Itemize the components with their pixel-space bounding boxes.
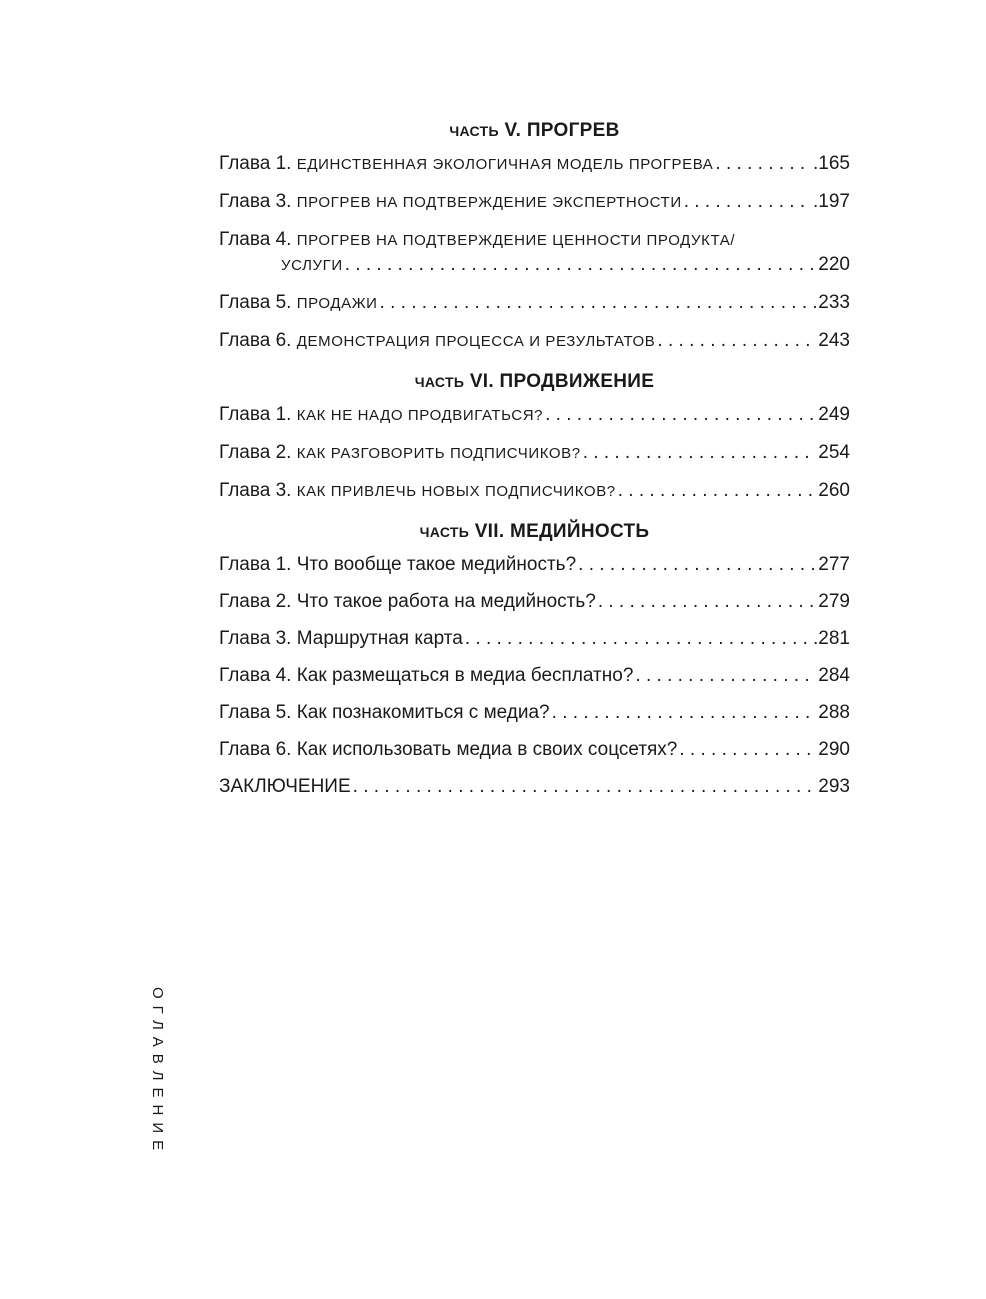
part-word: ЧАСТЬ xyxy=(414,374,465,390)
page-number: 279 xyxy=(818,591,850,612)
dot-leader xyxy=(657,329,816,353)
toc-entry[interactable] xyxy=(219,441,850,466)
chapter-title: ПРОДАЖИ xyxy=(296,295,378,312)
chapter-number: Глава 1. xyxy=(219,404,292,425)
chapter-number: Глава 1. xyxy=(219,153,292,174)
chapter-title: КАК НЕ НАДО ПРОДВИГАТЬСЯ? xyxy=(296,407,544,424)
page-number: 220 xyxy=(818,254,850,275)
chapter-number: Глава 5. xyxy=(219,292,292,313)
part-heading-vii xyxy=(219,518,850,546)
chapter-number: Глава 4. xyxy=(219,229,292,250)
page-number: .197 xyxy=(813,191,850,212)
table-of-contents xyxy=(219,117,850,812)
chapter-number: Глава 2. xyxy=(219,442,292,463)
chapter-label: Глава 3. Маршрутная карта xyxy=(219,628,463,649)
chapter-title: ЕДИНСТВЕННАЯ ЭКОЛОГИЧНАЯ МОДЕЛЬ ПРОГРЕВА xyxy=(296,156,714,173)
part-word: ЧАСТЬ xyxy=(449,123,499,139)
chapter-title-line2: УСЛУГИ xyxy=(281,257,343,274)
page-number: 243 xyxy=(818,330,850,351)
dot-leader xyxy=(635,664,816,688)
toc-entry[interactable] xyxy=(219,701,850,725)
chapter-title: ДЕМОНСТРАЦИЯ ПРОЦЕССА И РЕЗУЛЬТАТОВ xyxy=(296,333,656,350)
chapter-label: ЗАКЛЮЧЕНИЕ xyxy=(219,776,351,797)
dot-leader xyxy=(353,775,817,799)
toc-entry[interactable] xyxy=(219,403,850,428)
dot-leader xyxy=(715,152,811,176)
page-number: 293 xyxy=(818,776,850,797)
toc-entry[interactable] xyxy=(219,291,850,316)
dot-leader xyxy=(545,403,816,427)
part-heading-vi xyxy=(219,368,850,396)
chapter-title-line1: ПРОГРЕВ НА ПОДТВЕРЖДЕНИЕ ЦЕННОСТИ ПРОДУКТА/ xyxy=(296,232,736,249)
part-title: V. ПРОГРЕВ xyxy=(504,120,620,141)
chapter-number: Глава 3. xyxy=(219,480,292,501)
chapter-title: КАК РАЗГОВОРИТЬ ПОДПИСЧИКОВ? xyxy=(296,445,581,462)
page-number: .281 xyxy=(813,628,850,649)
toc-entry[interactable] xyxy=(219,152,850,177)
chapter-label: Глава 2. Что такое работа на медийность? xyxy=(219,591,596,612)
chapter-title: КАК ПРИВЛЕЧЬ НОВЫХ ПОДПИСЧИКОВ? xyxy=(296,483,616,500)
chapter-label: Глава 1. Что вообще такое медийность? xyxy=(219,554,577,575)
toc-entry[interactable] xyxy=(219,627,850,651)
toc-entry[interactable] xyxy=(219,228,850,278)
chapter-number: Глава 6. xyxy=(219,330,292,351)
dot-leader xyxy=(345,253,817,277)
page-number: 254 xyxy=(818,442,850,463)
toc-entry[interactable] xyxy=(219,479,850,504)
page-number: 290 xyxy=(818,739,850,760)
page-number: 233 xyxy=(818,292,850,313)
toc-entry[interactable] xyxy=(219,664,850,688)
toc-entry[interactable] xyxy=(219,190,850,215)
page-number: 249 xyxy=(818,404,850,425)
dot-leader xyxy=(618,479,817,503)
chapter-number: Глава 3. xyxy=(219,191,292,212)
dot-leader xyxy=(684,190,811,214)
page-number: 288 xyxy=(818,702,850,723)
part-word: ЧАСТЬ xyxy=(419,524,470,540)
dot-leader xyxy=(598,590,816,614)
part-title: VII. МЕДИЙНОСТЬ xyxy=(474,521,650,542)
part-heading-v xyxy=(219,117,850,145)
chapter-label: Глава 6. Как использовать медиа в своих соцсетях? xyxy=(219,739,678,760)
chapter-label: Глава 5. Как познакомиться с медиа? xyxy=(219,702,550,723)
toc-entry[interactable] xyxy=(219,329,850,354)
running-head-label: ОГЛАВЛЕНИЕ xyxy=(149,987,166,1158)
page-number: 284 xyxy=(818,665,850,686)
dot-leader xyxy=(380,291,817,315)
dot-leader xyxy=(552,701,817,725)
dot-leader xyxy=(465,627,811,651)
chapter-title: ПРОГРЕВ НА ПОДТВЕРЖДЕНИЕ ЭКСПЕРТНОСТИ xyxy=(296,194,682,211)
toc-entry[interactable] xyxy=(219,553,850,577)
page-number: 277 xyxy=(818,554,850,575)
dot-leader xyxy=(583,441,817,465)
page-number: 260 xyxy=(818,480,850,501)
dot-leader xyxy=(578,553,816,577)
chapter-label: Глава 4. Как размещаться в медиа бесплатно? xyxy=(219,665,634,686)
page-number: .165 xyxy=(813,153,850,174)
part-title: VI. ПРОДВИЖЕНИЕ xyxy=(469,371,655,392)
toc-entry[interactable] xyxy=(219,590,850,614)
dot-leader xyxy=(679,738,816,762)
toc-entry[interactable] xyxy=(219,775,850,799)
toc-entry[interactable] xyxy=(219,738,850,762)
